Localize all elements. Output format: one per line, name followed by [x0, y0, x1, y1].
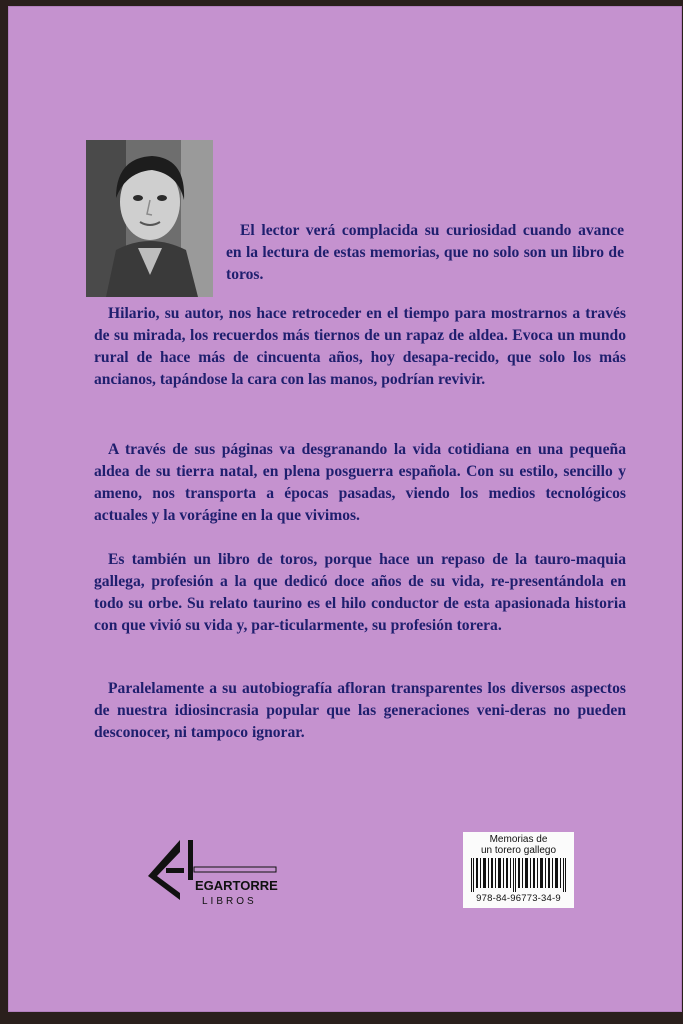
publisher-sub: LIBROS — [202, 896, 257, 907]
isbn-number: 978-84-96773-34-9 — [476, 893, 561, 904]
book-back-cover — [8, 6, 682, 1012]
publisher-name: EGARTORRE — [195, 878, 278, 893]
barcode-title: Memorias de un torero gallego — [480, 834, 557, 856]
autobiography-paragraph: Paralelamente a su autobiografía afloran transparentes los diversos aspectos de nuestra idiosincrasia popular que las generaciones veni-deras no pueden desconocer, ni tampoco ignorar. — [94, 680, 626, 741]
publisher-logo — [144, 838, 284, 908]
bullfighting-paragraph: Es también un libro de toros, porque hace un repaso de la tauro-maquia gallega, profesión a la que dedicó doce años de su vida, re-presentándola en todo su orbe. Su relato taurino es el hilo conductor de esta apasionada historia con que vivió su vida y, par-ticularmente, su profesión torera. — [94, 551, 626, 634]
author-photo — [86, 140, 213, 297]
daily-life-paragraph: A través de sus páginas va desgranando la vida cotidiana en una pequeña aldea de su tierra natal, en plena posguerra española. Con su estilo, sencillo y ameno, nos transporta a épocas pasadas, viendo los medios tecnológicos actuales y la vorágine en la que vivimos. — [94, 441, 626, 524]
barcode-bars — [471, 858, 566, 892]
intro-paragraph: El lector verá complacida su curiosidad cuando avance en la lectura de estas memorias, que no solo son un libro de toros. — [226, 222, 624, 283]
isbn-barcode — [463, 832, 574, 908]
author-paragraph: Hilario, su autor, nos hace retroceder en el tiempo para mostrarnos a través de su mirada, los recuerdos más tiernos de un rapaz de aldea. Evoca un mundo rural de hace más de cincuenta años, hoy desapa-recido, que solo los más ancianos, tapándose la cara con las manos, podrían revivir. — [94, 305, 626, 388]
